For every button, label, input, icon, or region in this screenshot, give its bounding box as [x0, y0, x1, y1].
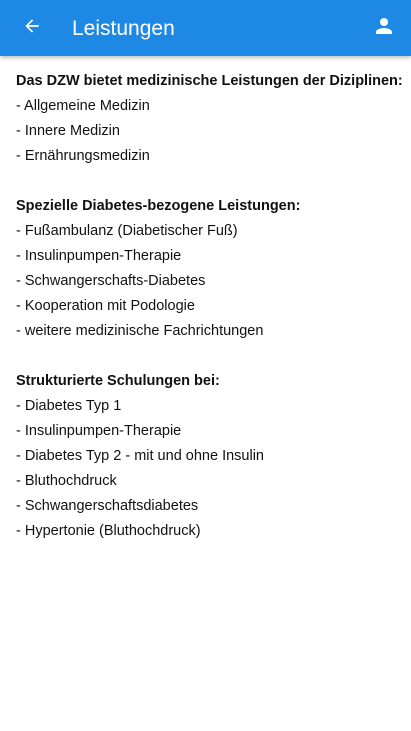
list-item: - Diabetes Typ 2 - mit und ohne Insulin	[16, 448, 264, 464]
list-item: - Insulinpumpen-Therapie	[16, 248, 182, 264]
list-item: - Hypertonie (Bluthochdruck)	[16, 523, 201, 539]
person-icon	[372, 14, 396, 43]
app-bar	[0, 0, 411, 56]
list-item: - Schwangerschafts-Diabetes	[16, 273, 206, 289]
profile-button[interactable]	[366, 10, 402, 46]
diabetes-services-list	[16, 219, 401, 344]
section-disciplines	[16, 69, 401, 169]
arrow-back-icon	[22, 16, 42, 41]
section-trainings	[16, 369, 401, 544]
trainings-list	[16, 394, 401, 544]
back-button[interactable]	[14, 10, 50, 46]
list-item: - Schwangerschaftsdiabetes	[16, 498, 199, 514]
section-heading: Das DZW bietet medizinische Leistungen der Diziplinen:	[16, 73, 403, 89]
list-item: - Innere Medizin	[16, 123, 120, 139]
section-heading: Spezielle Diabetes-bezogene Leistungen:	[16, 198, 301, 214]
page-title: Leistungen	[72, 17, 175, 40]
list-item: - Diabetes Typ 1	[16, 398, 122, 414]
list-item: - Insulinpumpen-Therapie	[16, 423, 182, 439]
list-item: - Fußambulanz (Diabetischer Fuß)	[16, 223, 238, 239]
section-heading: Strukturierte Schulungen bei:	[16, 373, 220, 389]
list-item: - weitere medizinische Fachrichtungen	[16, 323, 264, 339]
list-item: - Kooperation mit Podologie	[16, 298, 195, 314]
list-item: - Allgemeine Medizin	[16, 98, 150, 114]
section-diabetes-services	[16, 194, 401, 344]
disciplines-list	[16, 94, 401, 169]
services-content	[16, 69, 401, 544]
list-item: - Bluthochdruck	[16, 473, 117, 489]
list-item: - Ernährungsmedizin	[16, 148, 150, 164]
